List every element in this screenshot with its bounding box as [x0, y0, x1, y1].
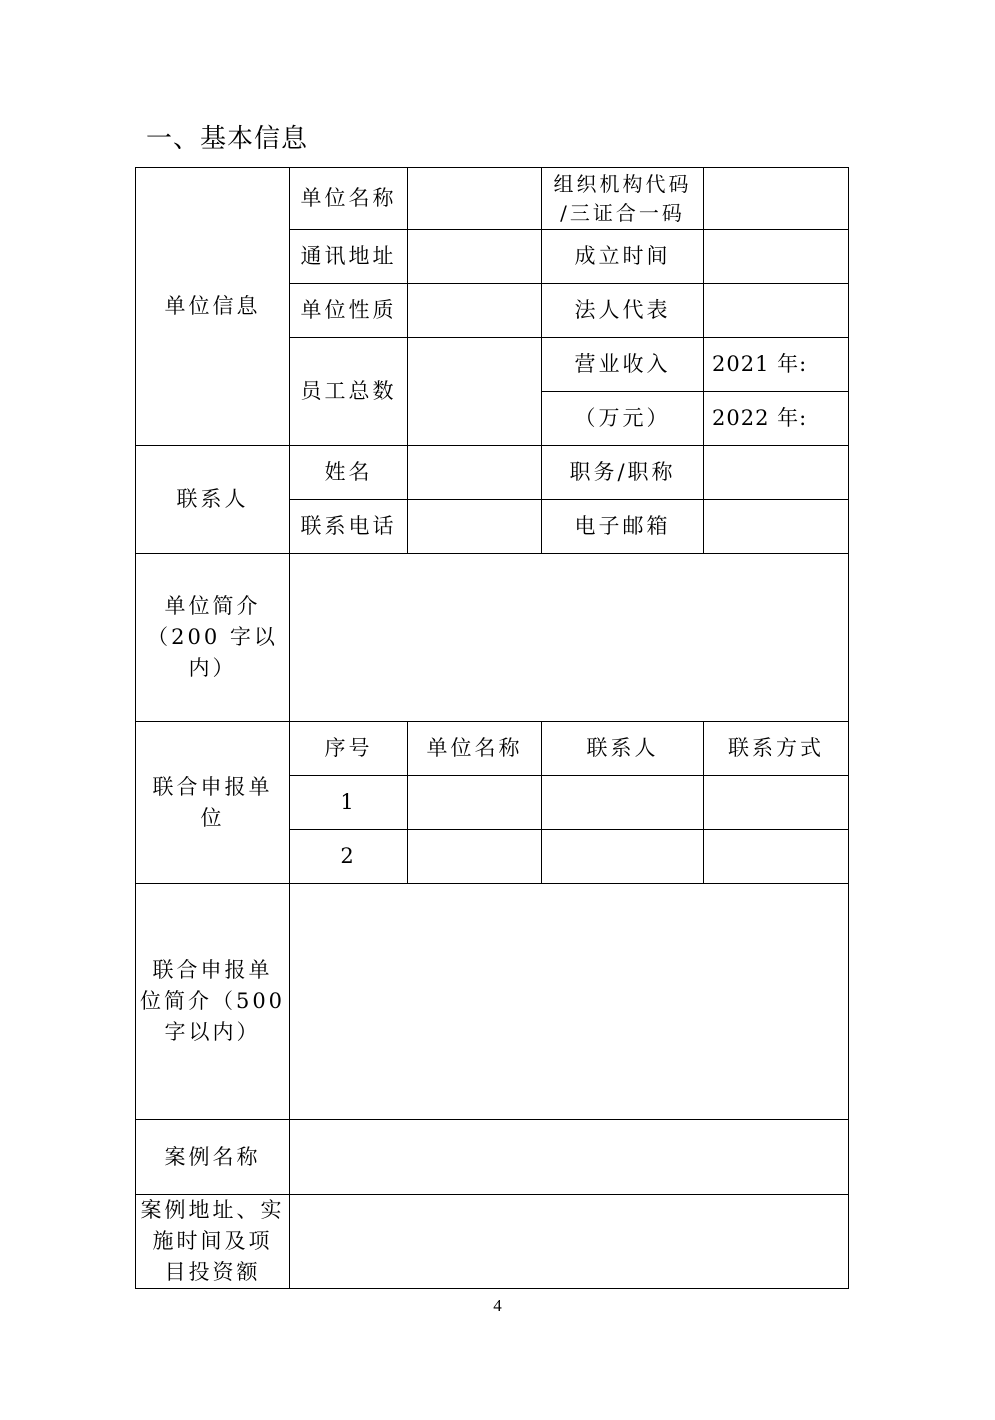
joint-row-method-input[interactable] — [704, 776, 849, 830]
address-label: 通讯地址 — [290, 230, 408, 284]
address-input[interactable] — [408, 230, 542, 284]
employees-label: 员工总数 — [290, 338, 408, 446]
joint-intro-input[interactable] — [290, 884, 849, 1120]
joint-row-index: 2 — [290, 830, 408, 884]
revenue-2021-field[interactable]: 2021 年: — [704, 338, 849, 392]
case-detail-label: 案例地址、实 施时间及项 目投资额 — [136, 1195, 290, 1289]
contact-name-label: 姓名 — [290, 446, 408, 500]
unit-intro-label: 单位简介 （200 字以 内） — [136, 554, 290, 722]
joint-row-name-input[interactable] — [408, 776, 542, 830]
contact-phone-label: 联系电话 — [290, 500, 408, 554]
org-code-label: 组织机构代码 /三证合一码 — [542, 168, 704, 230]
unit-name-label: 单位名称 — [290, 168, 408, 230]
case-name-input[interactable] — [290, 1120, 849, 1195]
joint-row-contact-input[interactable] — [542, 776, 704, 830]
legal-rep-input[interactable] — [704, 284, 849, 338]
contact-phone-input[interactable] — [408, 500, 542, 554]
contact-email-label: 电子邮箱 — [542, 500, 704, 554]
revenue-label-1: 营业收入 — [542, 338, 704, 392]
founded-input[interactable] — [704, 230, 849, 284]
joint-header-index: 序号 — [290, 722, 408, 776]
section-heading: 一、基本信息 — [146, 124, 309, 154]
legal-rep-label: 法人代表 — [542, 284, 704, 338]
joint-row-name-input[interactable] — [408, 830, 542, 884]
case-detail-input[interactable] — [290, 1195, 849, 1289]
case-name-label: 案例名称 — [136, 1120, 290, 1195]
joint-header-method: 联系方式 — [704, 722, 849, 776]
revenue-label-2: （万元） — [542, 392, 704, 446]
contact-email-input[interactable] — [704, 500, 849, 554]
page-number: 4 — [493, 1296, 502, 1315]
contact-label: 联系人 — [136, 446, 290, 554]
unit-intro-input[interactable] — [290, 554, 849, 722]
nature-label: 单位性质 — [290, 284, 408, 338]
unit-name-input[interactable] — [408, 168, 542, 230]
employees-input[interactable] — [408, 338, 542, 446]
joint-row-index: 1 — [290, 776, 408, 830]
revenue-2022-field[interactable]: 2022 年: — [704, 392, 849, 446]
org-code-input[interactable] — [704, 168, 849, 230]
joint-units-label: 联合申报单 位 — [136, 722, 290, 884]
unit-info-label: 单位信息 — [136, 168, 290, 446]
joint-header-name: 单位名称 — [408, 722, 542, 776]
contact-title-input[interactable] — [704, 446, 849, 500]
founded-label: 成立时间 — [542, 230, 704, 284]
joint-row-method-input[interactable] — [704, 830, 849, 884]
contact-title-label: 职务/职称 — [542, 446, 704, 500]
nature-input[interactable] — [408, 284, 542, 338]
contact-name-input[interactable] — [408, 446, 542, 500]
basic-info-form — [135, 167, 849, 1289]
joint-row-contact-input[interactable] — [542, 830, 704, 884]
joint-intro-label: 联合申报单 位简介（500 字以内） — [136, 884, 290, 1120]
joint-header-contact: 联系人 — [542, 722, 704, 776]
